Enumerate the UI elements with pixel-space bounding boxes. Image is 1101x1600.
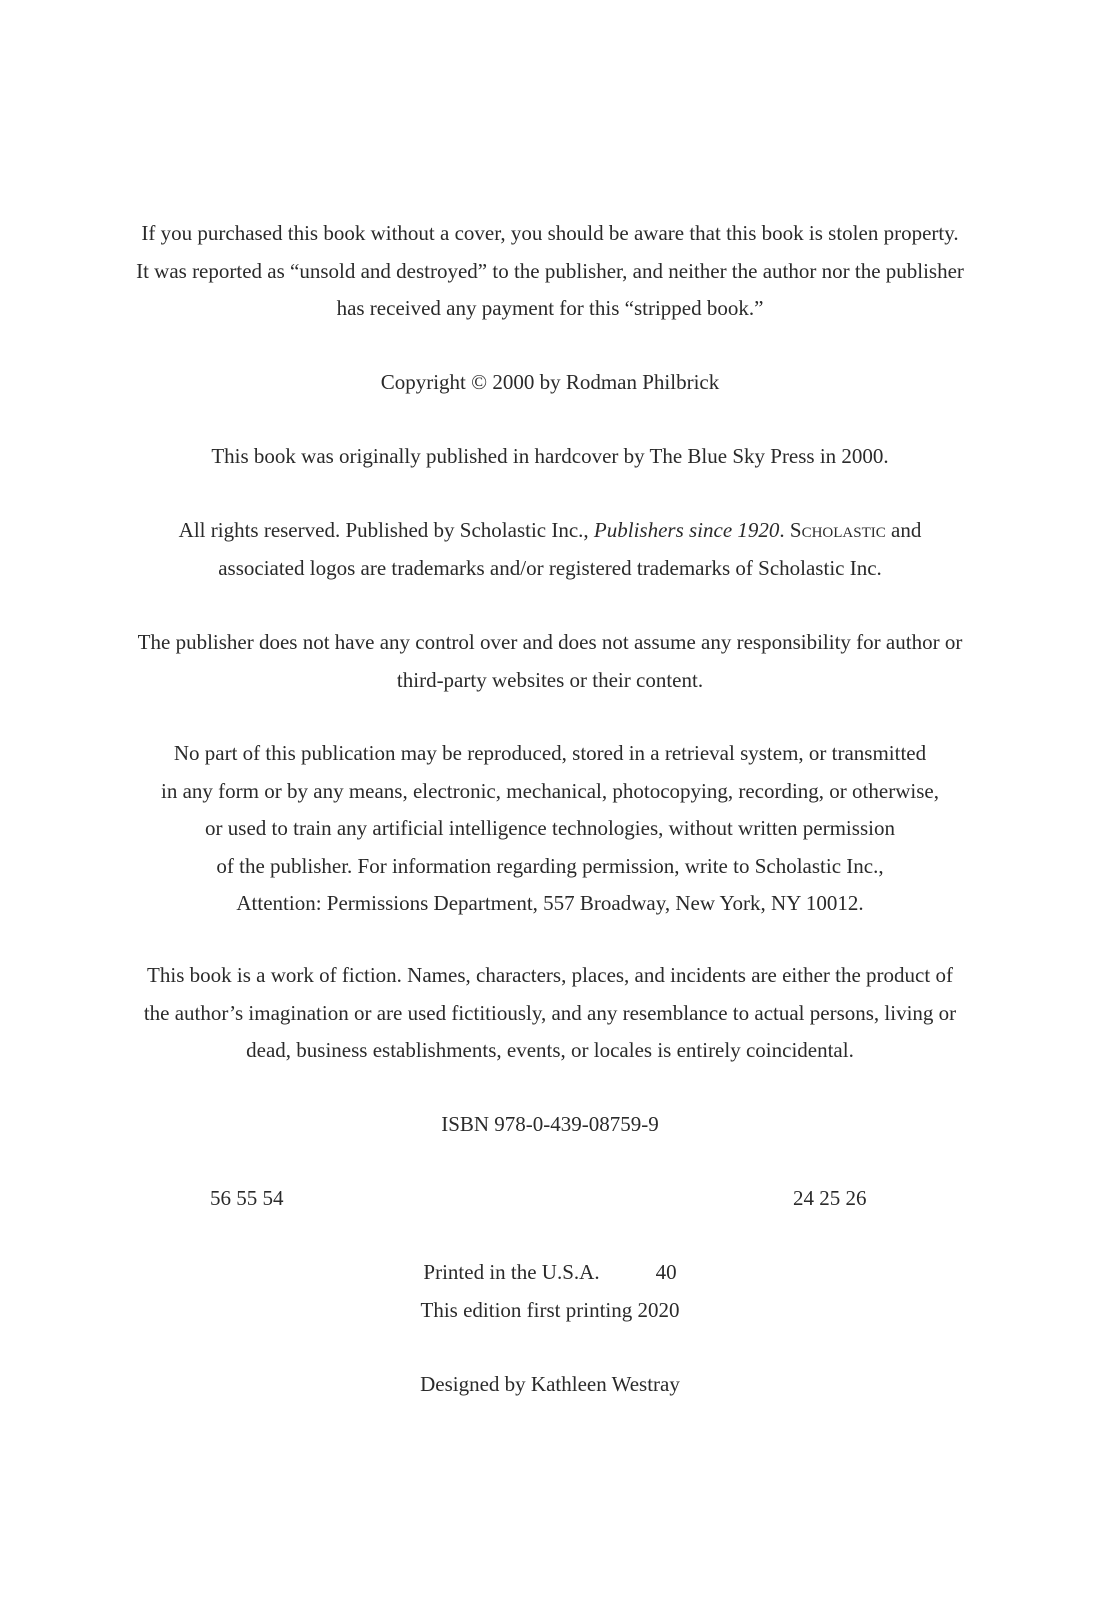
original-publication-note [60,438,1040,476]
rights-text-end: and [885,518,922,542]
scholastic-smallcaps: Scholastic [789,518,886,542]
rights-text-start: All rights reserved. Published by Scholastic Inc., [178,518,594,542]
no-part-line: in any form or by any means, electronic, mechanical, photocopying, recording, or otherwise, [161,778,939,803]
isbn [60,1106,1040,1144]
no-part-line: Attention: Permissions Department, 557 Broadway, New York, NY 10012. [236,891,864,915]
designed-by-line: Designed by Kathleen Westray [420,1372,680,1396]
printing-numbers-right: 24 25 26 [793,1186,867,1210]
no-part-line: or used to train any artificial intelligence technologies, without written permission [205,816,895,840]
rights-statement [60,512,1040,587]
reproduction-notice [60,735,1040,923]
copyright-notice [60,364,1040,402]
copyright-line: Copyright © 2000 by Rodman Philbrick [380,370,720,394]
rights-period: . [779,518,790,542]
edition-line: This edition first printing 2020 [420,1297,680,1322]
designer-credit [60,1366,1040,1404]
printed-in-row [60,1254,1040,1292]
fiction-line: This book is a work of fiction. Names, characters, places, and incidents are either the product of [147,963,953,987]
notice-line: If you purchased this book without a cover, you should be aware that this book is stolen property. [141,221,959,245]
fiction-line: the author’s imagination or are used fictitiously, and any resemblance to actual persons, living or [143,1000,957,1025]
fiction-disclaimer [60,957,1040,1070]
publisher-control-disclaimer [60,624,1040,699]
notice-line: It was reported as “unsold and destroyed” to the publisher, and neither the author nor the publisher [136,258,964,283]
no-part-line: of the publisher. For information regarding permission, write to Scholastic Inc., [216,853,884,878]
printing-info [60,1254,1040,1329]
fiction-line: dead, business establishments, events, or locales is entirely coincidental. [246,1038,854,1062]
rights-line-1 [60,512,1040,550]
publishers-since-italic: Publishers since 1920 [593,518,780,542]
original-publication-line: This book was originally published in hardcover by The Blue Sky Press in 2000. [211,444,889,468]
isbn-line: ISBN 978-0-439-08759-9 [441,1112,659,1136]
printer-code: 40 [655,1260,677,1284]
no-part-line: No part of this publication may be reproduced, stored in a retrieval system, or transmitted [173,741,927,765]
notice-line: has received any payment for this “stripped book.” [336,296,764,320]
control-line: The publisher does not have any control over and does not assume any responsibility for author or [137,630,963,654]
stripped-book-notice [60,215,1040,328]
printing-numbers-left: 56 55 54 [210,1186,284,1210]
printed-country: Printed in the U.S.A. [423,1260,600,1284]
rights-line-2: associated logos are trademarks and/or registered trademarks of Scholastic Inc. [218,555,882,580]
control-line: third-party websites or their content. [396,667,704,692]
